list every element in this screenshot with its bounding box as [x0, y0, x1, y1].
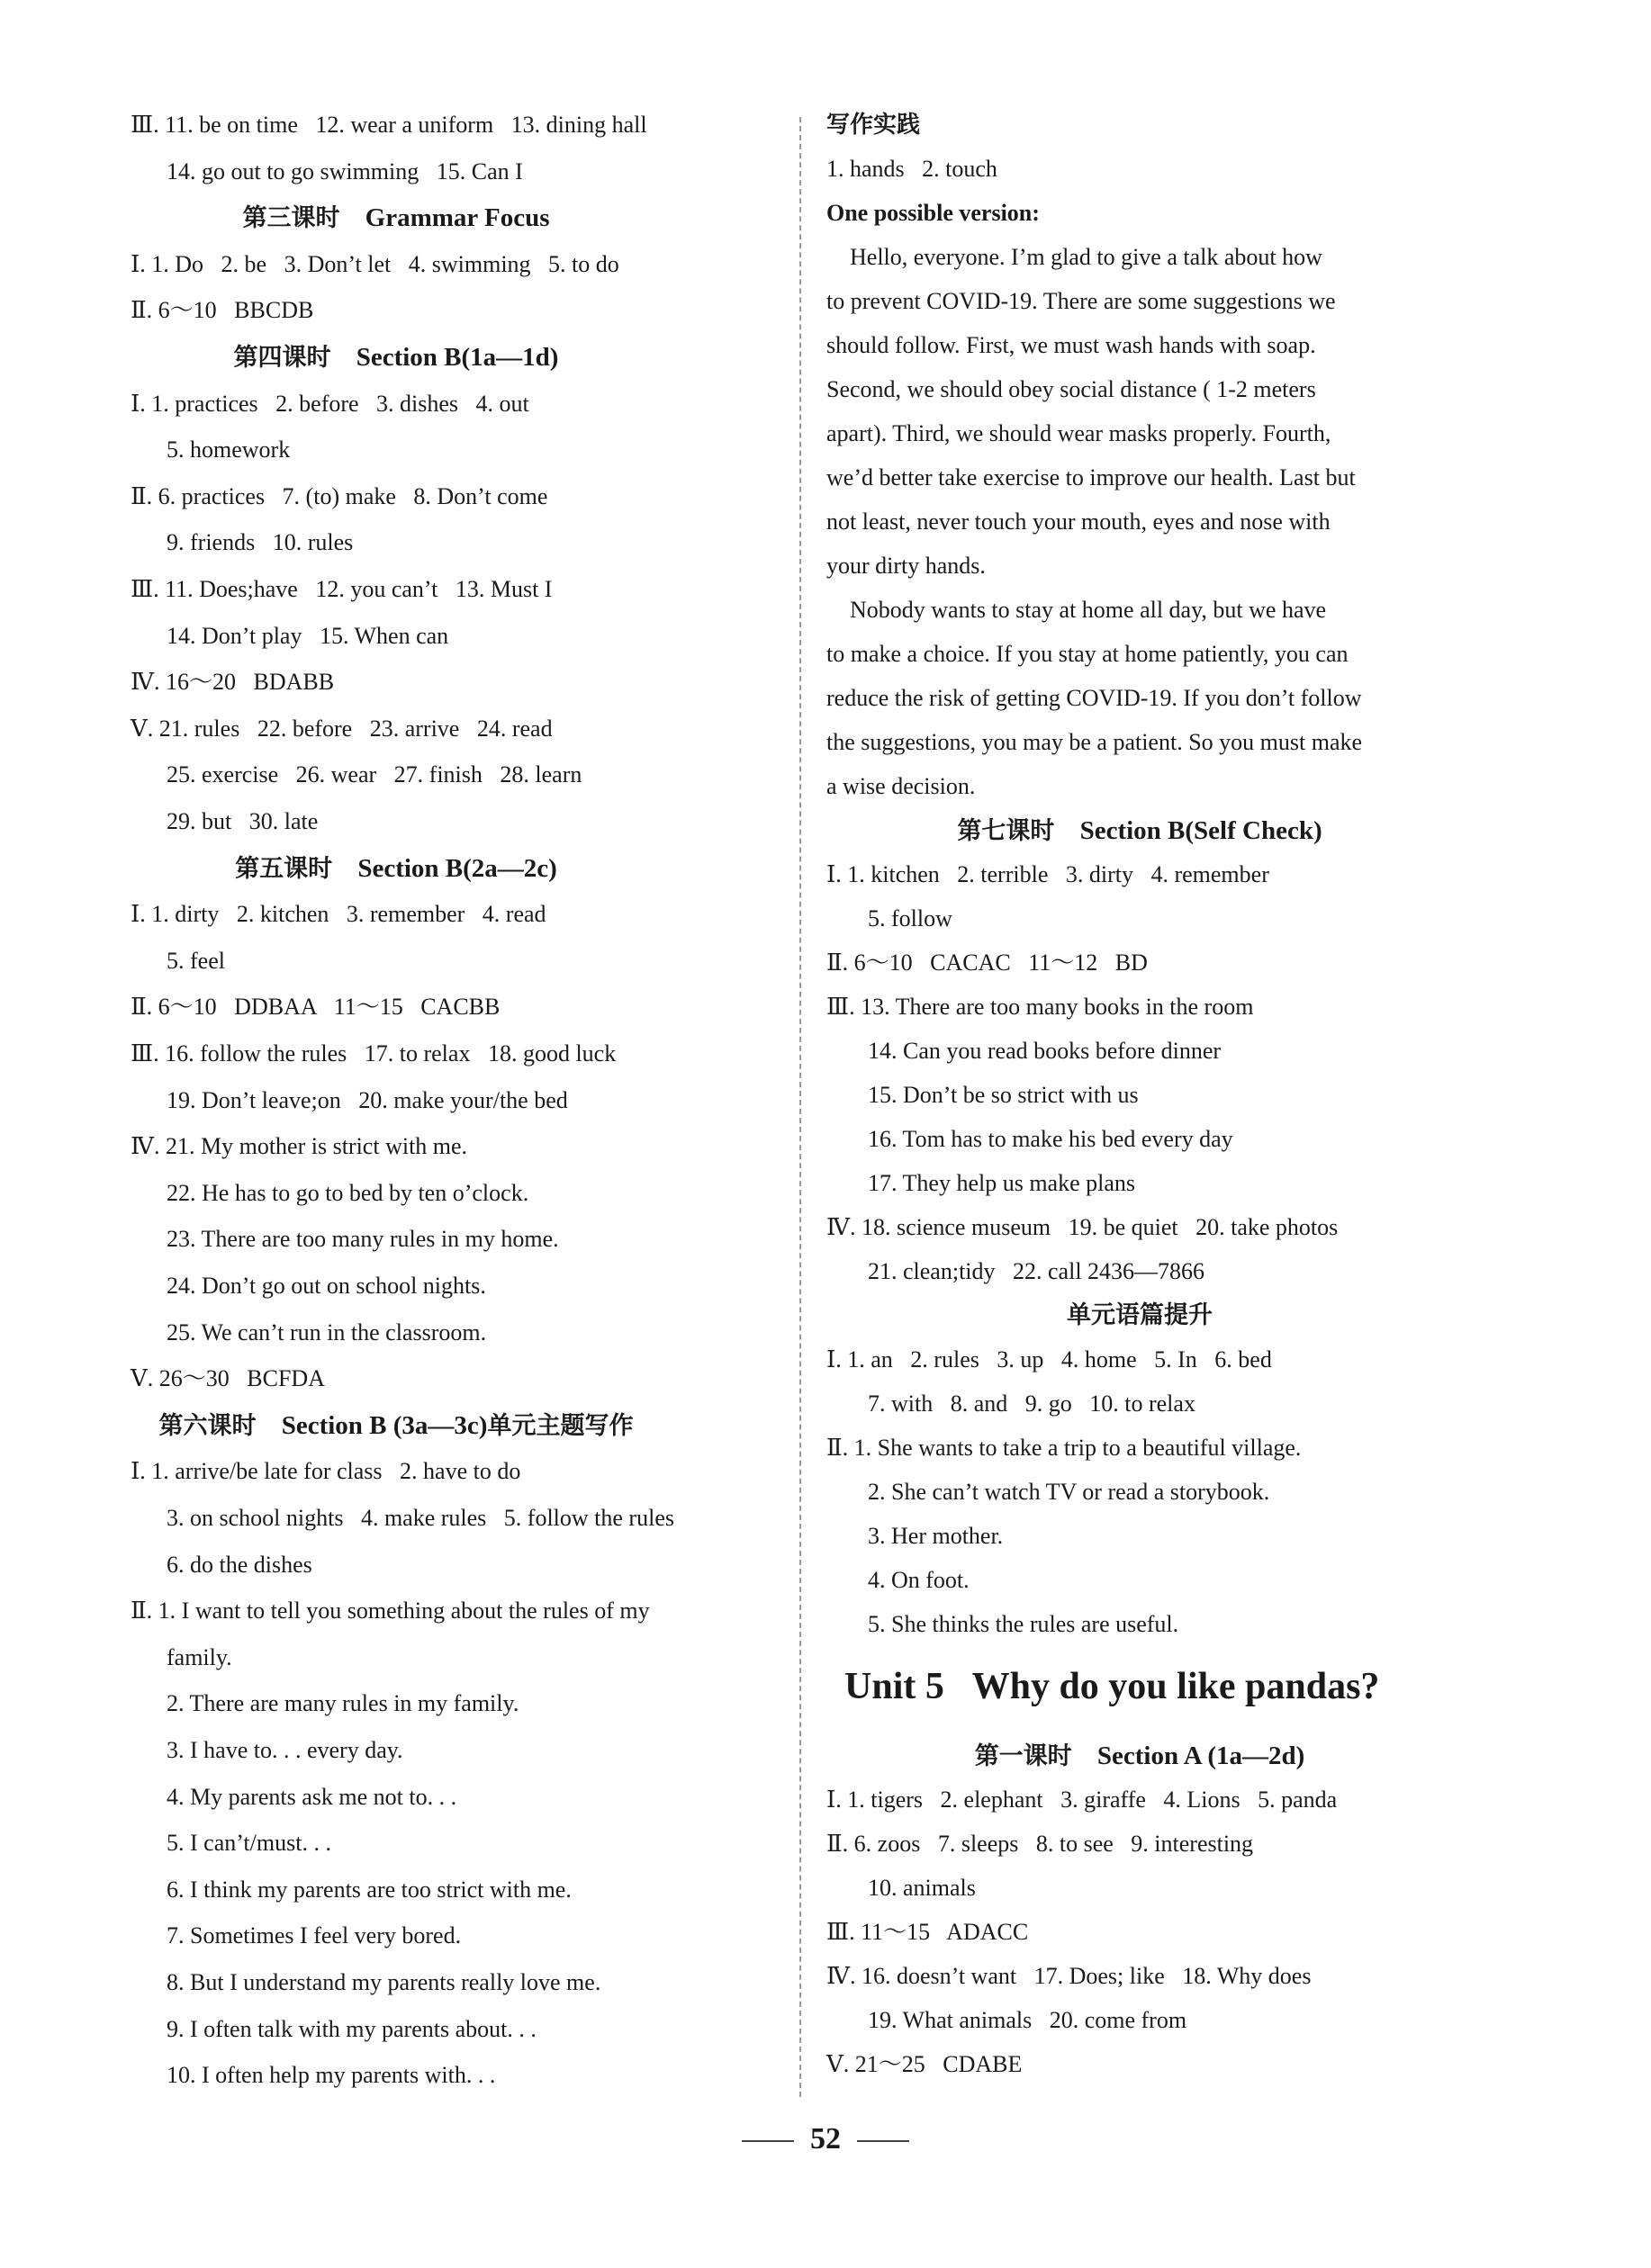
- answer-line: Ⅲ. 11. be on time 12. wear a uniform 13. dining hall: [131, 112, 647, 138]
- lesson-heading-en: Section B(Self Check): [1079, 816, 1322, 845]
- answer-line: 14. Can you read books before dinner: [868, 1038, 1222, 1064]
- answer-line: 19. Don’t leave;on 20. make your/the bed: [167, 1086, 568, 1113]
- answer-line: 25. exercise 26. wear 27. finish 28. learn: [167, 761, 582, 788]
- answer-line: Ⅱ. 6. zoos 7. sleeps 8. to see 9. interesting: [826, 1831, 1254, 1857]
- answer-line: 3. on school nights 4. make rules 5. follow the rules: [167, 1505, 674, 1531]
- lesson-heading: [0, 852, 792, 886]
- answer-line: 4. On foot.: [868, 1567, 970, 1593]
- answer-line: Ⅳ. 16. doesn’t want 17. Does; like 18. Why does: [826, 1963, 1312, 1989]
- lesson-heading-en: Section B(1a—1d): [356, 343, 559, 372]
- answer-line: Hello, everyone. I’m glad to give a talk about how: [826, 244, 1322, 270]
- answer-line: 5. I can’t/must. . .: [167, 1830, 331, 1857]
- answer-line: Ⅱ. 6～10 BBCDB: [131, 297, 314, 324]
- answer-line: Ⅱ. 6. practices 7. (to) make 8. Don’t come: [131, 482, 548, 509]
- answer-line: 5. feel: [167, 947, 225, 974]
- answer-line: 5. follow: [868, 905, 952, 932]
- lesson-heading-en: Section B (3a—3c): [281, 1410, 488, 1440]
- lesson-heading-en: Section A (1a—2d): [1096, 1742, 1305, 1770]
- lesson-heading-cn: 第六课时: [158, 1411, 257, 1440]
- lesson-heading-cn: 第七课时: [957, 817, 1055, 845]
- answer-line: 5. She thinks the rules are useful.: [868, 1611, 1179, 1637]
- answer-line: Ⅲ. 11. Does;have 12. you can’t 13. Must I: [131, 576, 553, 602]
- answer-line: 7. with 8. and 9. go 10. to relax: [868, 1390, 1195, 1417]
- page-footer: [0, 2117, 1651, 2162]
- answer-line: 19. What animals 20. come from: [868, 2007, 1187, 2033]
- lesson-heading: [810, 814, 1469, 848]
- lesson-heading: [0, 341, 792, 374]
- answer-line: Ⅳ. 16～20 BDABB: [131, 669, 335, 696]
- lesson-heading: [810, 1740, 1469, 1773]
- column-divider: [799, 117, 801, 2097]
- answer-line: 25. We can’t run in the classroom.: [167, 1318, 487, 1346]
- answer-line: Second, we should obey social distance ( 1-2 meters: [826, 376, 1316, 402]
- answer-line: Ⅰ. 1. practices 2. before 3. dishes 4. out: [131, 390, 529, 417]
- answer-line: your dirty hands.: [826, 553, 986, 579]
- answer-line: 15. Don’t be so strict with us: [868, 1082, 1139, 1108]
- lesson-heading-cn: 第三课时: [242, 204, 340, 233]
- answer-line: Ⅱ. 6～10 DDBAA 11～15 CACBB: [131, 994, 501, 1021]
- answer-line: 14. Don’t play 15. When can: [167, 622, 449, 649]
- lesson-heading: [0, 1409, 792, 1443]
- answer-line: 16. Tom has to make his bed every day: [868, 1126, 1233, 1152]
- answer-line: 17. They help us make plans: [868, 1170, 1136, 1196]
- answer-line: 23. There are too many rules in my home.: [167, 1226, 559, 1253]
- answer-line: 8. But I understand my parents really love me.: [167, 1969, 601, 1995]
- answer-line: to make a choice. If you stay at home patiently, you can: [826, 641, 1349, 667]
- answer-line: Ⅱ. 1. She wants to take a trip to a beautiful village.: [826, 1435, 1302, 1461]
- answer-line: reduce the risk of getting COVID-19. If you don’t follow: [826, 685, 1362, 711]
- answer-line: 6. do the dishes: [167, 1551, 312, 1578]
- answer-line: 1. hands 2. touch: [826, 156, 997, 182]
- answer-line: Ⅳ. 18. science museum 19. be quiet 20. take photos: [826, 1214, 1339, 1240]
- section-subheading: One possible version:: [826, 200, 1040, 226]
- lesson-heading-cn: 第五课时: [235, 854, 333, 883]
- lesson-heading: [810, 1300, 1469, 1332]
- answer-line: we’d better take exercise to improve our health. Last but: [826, 464, 1356, 490]
- answer-line: family.: [167, 1643, 232, 1670]
- answer-line: 5. homework: [167, 436, 291, 464]
- answer-line: Ⅰ. 1. Do 2. be 3. Don’t let 4. swimming 5. to do: [131, 250, 619, 277]
- answer-line: 6. I think my parents are too strict with me.: [167, 1876, 572, 1903]
- answer-line: 2. There are many rules in my family.: [167, 1690, 519, 1717]
- answer-line: apart). Third, we should wear masks properly. Fourth,: [826, 420, 1331, 446]
- answer-line: Ⅰ. 1. tigers 2. elephant 3. giraffe 4. Lions 5. panda: [826, 1786, 1338, 1813]
- answer-line: Ⅴ. 21. rules 22. before 23. arrive 24. read: [131, 715, 553, 742]
- answer-line: to prevent COVID-19. There are some suggestions we: [826, 288, 1336, 314]
- answer-line: Ⅲ. 16. follow the rules 17. to relax 18. good luck: [131, 1040, 617, 1066]
- answer-line: 10. animals: [868, 1875, 976, 1901]
- answer-line: Ⅳ. 21. My mother is strict with me.: [131, 1133, 468, 1160]
- lesson-heading-cn: 单元语篇提升: [1067, 1301, 1213, 1329]
- answer-line: Ⅲ. 11～15 ADACC: [826, 1919, 1029, 1945]
- lesson-heading-en: Grammar Focus: [365, 203, 550, 233]
- answer-line: 14. go out to go swimming 15. Can I: [167, 158, 523, 184]
- unit-title: Unit 5 Why do you like pandas?: [844, 1666, 1380, 1707]
- answer-line: Ⅰ. 1. an 2. rules 3. up 4. home 5. In 6. bed: [826, 1346, 1272, 1372]
- lesson-heading-cn-suffix: 单元主题写作: [487, 1411, 634, 1440]
- answer-line: 29. but 30. late: [167, 808, 319, 834]
- answer-line: Ⅱ. 1. I want to tell you something about the rules of my: [131, 1598, 650, 1624]
- answer-line: Ⅴ. 26～30 BCFDA: [131, 1365, 325, 1392]
- section-subheading: 写作实践: [826, 112, 921, 139]
- answer-line: 3. I have to. . . every day.: [167, 1737, 403, 1763]
- answer-line: 21. clean;tidy 22. call 2436—7866: [868, 1258, 1205, 1284]
- answer-line: a wise decision.: [826, 773, 976, 799]
- answer-line: 4. My parents ask me not to. . .: [167, 1783, 457, 1810]
- lesson-heading-cn: 第一课时: [974, 1742, 1072, 1770]
- answer-line: Ⅰ. 1. kitchen 2. terrible 3. dirty 4. remember: [826, 861, 1269, 887]
- answer-line: Ⅰ. 1. arrive/be late for class 2. have to do: [131, 1458, 521, 1485]
- answer-line: Ⅰ. 1. dirty 2. kitchen 3. remember 4. read: [131, 901, 546, 928]
- answer-line: 3. Her mother.: [868, 1523, 1004, 1549]
- answer-line: 9. I often talk with my parents about. . .: [167, 2015, 537, 2042]
- answer-line: 9. friends 10. rules: [167, 529, 354, 556]
- answer-line: 24. Don’t go out on school nights.: [167, 1273, 486, 1299]
- answer-line: Ⅴ. 21～25 CDABE: [826, 2051, 1023, 2077]
- answer-line: not least, never touch your mouth, eyes and nose with: [826, 508, 1331, 535]
- answer-line: 22. He has to go to bed by ten o’clock.: [167, 1179, 529, 1206]
- lesson-heading: [0, 202, 792, 235]
- page-number: 52: [810, 2122, 841, 2156]
- footer-dash-left: [742, 2140, 794, 2142]
- answer-line: Ⅱ. 6～10 CACAC 11～12 BD: [826, 950, 1148, 976]
- answer-line: 10. I often help my parents with. . .: [167, 2062, 496, 2089]
- answer-line: should follow. First, we must wash hands with soap.: [826, 332, 1316, 358]
- answer-line: the suggestions, you may be a patient. So you must make: [826, 729, 1363, 755]
- answer-line: 7. Sometimes I feel very bored.: [167, 1922, 462, 1949]
- answer-line: Nobody wants to stay at home all day, but we have: [826, 597, 1327, 623]
- lesson-heading-cn: 第四课时: [233, 344, 331, 372]
- answer-line: Ⅲ. 13. There are too many books in the room: [826, 994, 1254, 1020]
- footer-dash-right: [857, 2140, 909, 2142]
- answer-line: 2. She can’t watch TV or read a storybook.: [868, 1479, 1270, 1505]
- lesson-heading-en: Section B(2a—2c): [357, 853, 557, 883]
